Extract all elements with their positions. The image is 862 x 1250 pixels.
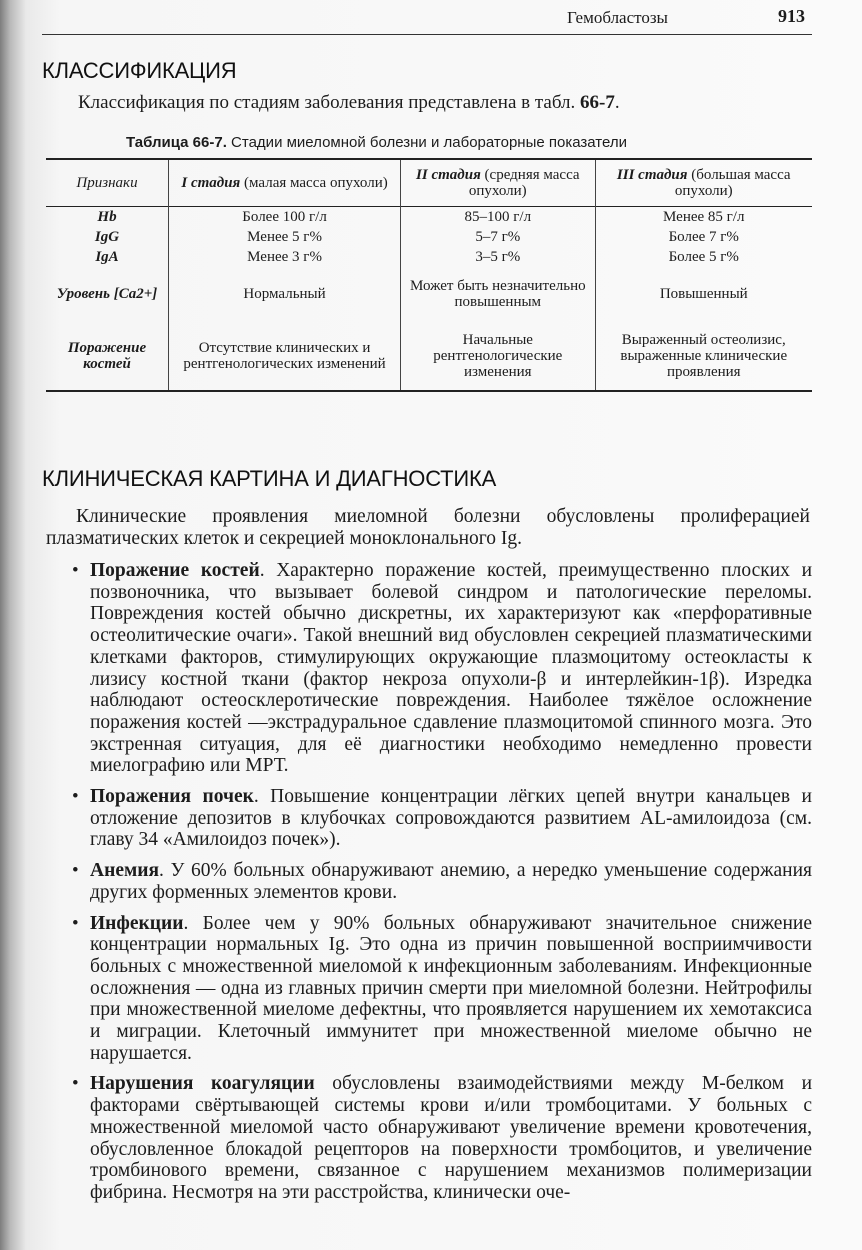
table-row: Hb Более 100 г/л 85–100 г/л Менее 85 г/л — [46, 207, 812, 228]
bullet-icon: • — [72, 1073, 79, 1095]
list-item: • Инфекции. Более чем у 90% больных обнаруживают значительное снижение концентрации нормальных Ig. Это одна из причин повышенной восприимчивости больных с множественной миеломой к инфекционным заболеваниям. Инфекционные осложнения — одна из главных причин смерти при миеломной болезни. Нейтрофилы при множественной миеломе дефектны, что проявляется нарушением их хемотаксиса и миграции. Клеточный иммунитет при множественной миеломе обычно не нарушается. — [72, 912, 812, 1064]
header-rule — [42, 34, 812, 35]
page-number: 913 — [778, 6, 805, 26]
table-row: Поражение костей Отсутствие клинических и рентгенологических изменений Начальные рентгенологические изменения Выраженный остеолизис, выраженные клинические проявления — [46, 321, 812, 391]
bullet-icon: • — [72, 912, 79, 934]
table-row: IgA Менее 3 г% 3–5 г% Более 5 г% — [46, 247, 812, 267]
table-caption-text: Стадии миеломной болезни и лабораторные показатели — [226, 134, 627, 151]
list-item: • Нарушения коагуляции обусловлены взаимодействиями между М-белком и факторами свёртывающей системы крови и/или тромбоцитами. У больных с множественной миеломой часто обнаруживают увеличение времени кровотечения, обусловленное блокадой рецепторов на поверхности тромбоцитов, и увеличение тромбинового времени, связанное с нарушением механизмов полимеризации фибрина. Несмотря на эти расстройства, клинически оче- — [72, 1073, 813, 1203]
running-header-title: Гемобластозы — [567, 8, 668, 27]
table-row: Уровень [Ca2+] Нормальный Может быть незначительно повышенным Повышенный — [46, 267, 812, 321]
bullet-icon: • — [72, 860, 79, 882]
section-heading-classification: КЛАССИФИКАЦИЯ — [42, 58, 237, 83]
header-stage-3: III стадия (большая масса опухоли) — [595, 159, 812, 207]
header-signs: Признаки — [76, 175, 138, 191]
bullet-icon: • — [72, 560, 79, 581]
table-row: IgG Менее 5 г% 5–7 г% Более 7 г% — [46, 227, 812, 247]
table-header-row — [46, 159, 812, 207]
bullet-icon: • — [72, 786, 79, 808]
section-heading-clinical: КЛИНИЧЕСКАЯ КАРТИНА И ДИАГНОСТИКА — [42, 466, 497, 491]
clinical-intro-paragraph: Клинические проявления миеломной болезни обусловлены пролиферацией плазматических клеток и секрецией моноклонального Ig. — [46, 506, 810, 549]
header-stage-1: I стадия (малая масса опухоли) — [169, 159, 401, 207]
classification-intro: Классификация по стадиям заболевания представлена в табл. 66-7. — [78, 92, 620, 113]
table-reference: 66-7 — [580, 92, 615, 113]
clinical-bullet-list — [46, 560, 812, 1213]
table-caption-label: Таблица 66-7. — [126, 134, 227, 151]
list-item: • Анемия. У 60% больных обнаруживают анемию, а нередко уменьшение содержания других форменных элементов крови. — [72, 860, 812, 903]
stages-table — [46, 158, 812, 392]
table-caption — [126, 134, 627, 151]
header-stage-2: II стадия (средняя масса опухоли) — [401, 159, 595, 207]
list-item: • Поражения почек. Повышение концентрации лёгких цепей внутри канальцев и отложение депозитов в клубочках сопровождаются развитием AL-амилоидоза (см. главу 34 «Амилоидоз почек»). — [72, 786, 812, 851]
list-item: • Поражение костей. Характерно поражение костей, преимущественно плоских и позвоночника, что вызывает болевой синдром и патологические переломы. Повреждения костей обычно дискретны, их характеризуют как «перфоративные остеолитические очаги». Такой внешний вид обусловлен секрецией плазматическими клетками факторов, стимулирующих окружающие плазмоцитому остеокласты к лизису костной ткани (фактор некроза опухоли-β и интерлейкин-1β). Изредка наблюдают остеосклеротические повреждения. Наиболее тяжёлое осложнение поражения костей —экстрадуральное сдавление плазмоцитомой спинного мозга. Это экстренная ситуация, для её диагностики необходимо немедленно провести миелографию или МРТ. — [72, 560, 813, 777]
